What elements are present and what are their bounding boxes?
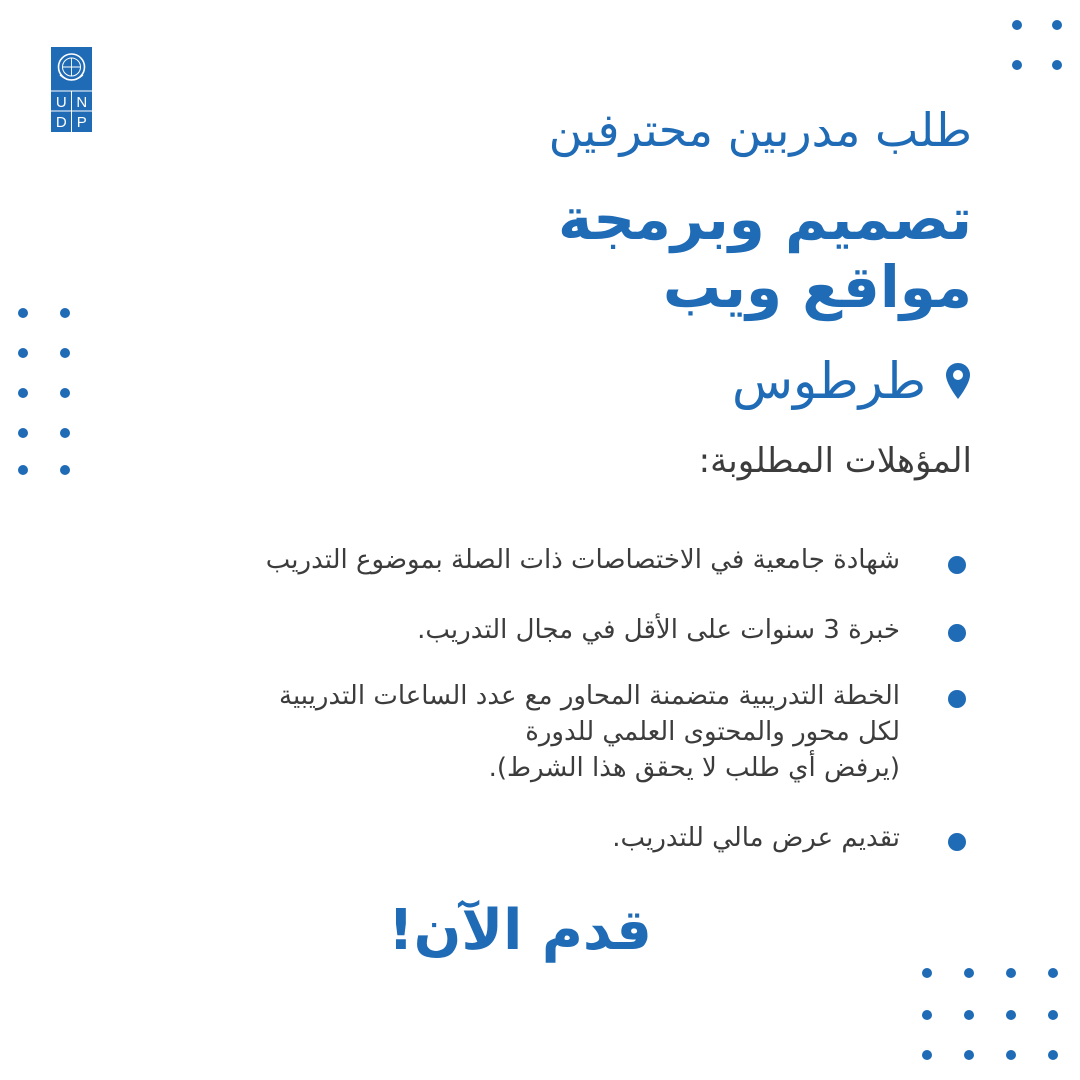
- apply-now-cta: قدم الآن!: [388, 898, 652, 963]
- location: [732, 346, 972, 416]
- main-title: [558, 185, 972, 321]
- list-item-line: الخطة التدريبية متضمنة المحاور مع عدد الساعات التدريبية: [279, 681, 900, 711]
- logo-letter-n: N: [76, 94, 88, 111]
- list-item-line: (يرفض أي طلب لا يحقق هذا الشرط).: [488, 753, 900, 783]
- dot-grid-bottom-right: [922, 968, 1072, 1068]
- map-pin-icon: [944, 361, 972, 401]
- main-title-line-1: تصميم وبرمجة: [558, 185, 972, 253]
- list-item: [80, 542, 900, 578]
- dot-grid-top-right: [1012, 20, 1068, 76]
- list-bullet: [948, 833, 966, 851]
- dot-grid-left: [18, 308, 78, 478]
- list-item-line: تقديم عرض مالي للتدريب.: [612, 823, 900, 853]
- list-item-line: خبرة 3 سنوات على الأقل في مجال التدريب.: [417, 615, 900, 645]
- list-item: [80, 612, 900, 648]
- list-bullet: [948, 556, 966, 574]
- list-bullet: [948, 624, 966, 642]
- list-item: [80, 820, 900, 856]
- logo-letter-p: P: [76, 114, 87, 131]
- subtitle: طلب مدربين محترفين: [548, 103, 972, 157]
- undp-logo: [51, 47, 92, 132]
- logo-letter-u: U: [55, 94, 67, 111]
- main-title-line-2: مواقع ويب: [662, 253, 972, 321]
- list-item: [80, 678, 900, 786]
- list-bullet: [948, 690, 966, 708]
- un-emblem-icon: [51, 47, 92, 132]
- logo-letter-d: D: [55, 114, 67, 131]
- location-label: طرطوس: [731, 352, 926, 410]
- list-item-line: لكل محور والمحتوى العلمي للدورة: [525, 717, 900, 747]
- qualifications-heading: المؤهلات المطلوبة:: [698, 441, 972, 481]
- list-item-line: شهادة جامعية في الاختصاصات ذات الصلة بموضوع التدريب: [265, 545, 900, 575]
